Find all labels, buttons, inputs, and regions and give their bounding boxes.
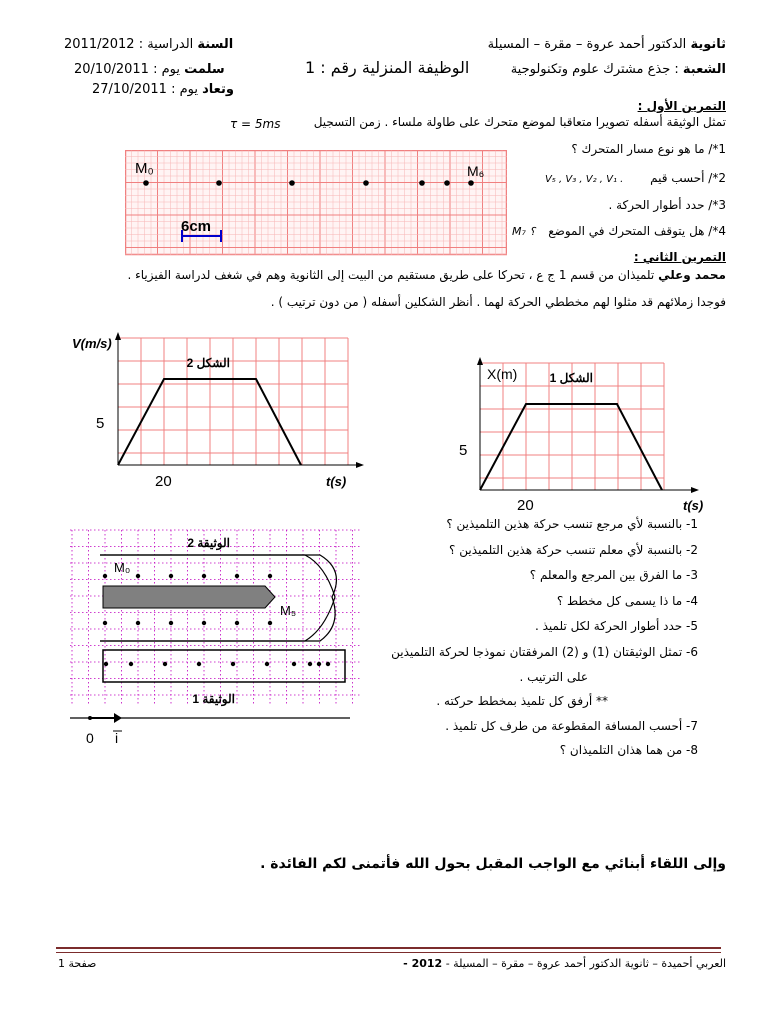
strip-dot xyxy=(289,180,295,186)
year-line xyxy=(64,37,233,52)
strip-dot-m0 xyxy=(143,180,149,186)
x-ylabel: X(m) xyxy=(487,366,518,382)
doc1-dot xyxy=(129,662,133,666)
footer-page: صفحة 1 xyxy=(58,957,97,970)
x-x-arrow xyxy=(691,487,699,493)
doc2-label: الوثيقة 2 xyxy=(187,536,230,550)
ex1-q1: 1*/ ما هو نوع مسار المتحرك ؟ xyxy=(571,142,726,156)
exercise2-line2: فوجدا زملائهم قد مثلوا لهم مخططي الحركة لهما . أنظر الشكلين أسفله ( من دون ترتيب ) . xyxy=(270,295,726,309)
tau-value: τ = 5ms xyxy=(230,117,281,131)
scale-label: 6cm xyxy=(181,218,212,235)
strip-m6-label: M₆ xyxy=(467,163,485,179)
footer-author-text: العربي أحميدة – ثانوية الدكتور أحمد عروة – مقرة – المسيلة - xyxy=(445,957,726,970)
footer-year: 2012 - xyxy=(403,957,443,970)
position-curve xyxy=(480,404,662,490)
exercise1-intro: تمثل الوثيقة أسفله تصويرا متعاقبا لموضع متحرك على طاولة ملساء . زمن التسجيل xyxy=(313,115,726,129)
v-x-arrow xyxy=(356,462,364,468)
doc1-dot xyxy=(326,662,330,666)
chronophotography-strip xyxy=(125,150,507,256)
v-xtick: 20 xyxy=(155,473,172,490)
unit-vector-label: i xyxy=(115,730,119,746)
strip-dot xyxy=(363,180,369,186)
doc2-dot-m5 xyxy=(268,574,272,578)
doc2-dot xyxy=(169,574,173,578)
x-xlabel: t(s) xyxy=(683,498,704,513)
velocity-graph xyxy=(70,330,370,500)
doc1-dot xyxy=(163,662,167,666)
doc2-m0-label: M₀ xyxy=(114,560,131,575)
strip-dot-m6 xyxy=(468,180,474,186)
documents-figure xyxy=(70,525,370,760)
ex2-q8: 8- من هما هذان التلميذان ؟ xyxy=(559,743,698,757)
doc2-moving-object xyxy=(103,586,275,608)
ex2-q6-note: ** أرفق كل تلميذ بمخطط حركته . xyxy=(436,694,608,708)
return-text: يوم : 27/10/2011 xyxy=(92,82,198,97)
exercise2-line1-text: تلميذان من قسم 1 ج ع ، تحركا على طريق مستقيم من البيت إلى الثانوية وهم في شغف لدراسة الفيزياء . xyxy=(127,268,655,282)
year-text: الدراسية : 2011/2012 xyxy=(64,37,194,52)
doc2-dot xyxy=(103,621,107,625)
x-ytick: 5 xyxy=(459,442,468,459)
strip-dot xyxy=(419,180,425,186)
ex2-q3: 3- ما الفرق بين المرجع والمعلم ؟ xyxy=(529,568,698,582)
return-label: وتعاد xyxy=(202,82,234,97)
doc1-dot xyxy=(265,662,269,666)
student-names: محمد وعلي xyxy=(658,268,726,282)
exercise2-title: التمرين الثاني : xyxy=(633,250,726,264)
closing-text: وإلى اللقاء أبنائي مع الواجب المقبل بحول الله فأتمنى لكم الفائدة . xyxy=(260,856,726,872)
given-text: يوم : 20/10/2011 xyxy=(74,62,180,77)
x-xtick: 20 xyxy=(517,497,534,514)
ex2-q5: 5- حدد أطوار الحركة لكل تلميذ . xyxy=(535,619,698,633)
v-xlabel: t(s) xyxy=(326,474,347,489)
strip-dot xyxy=(444,180,450,186)
doc1-outline xyxy=(103,650,345,682)
v-ylabel: V(m/s) xyxy=(72,336,112,351)
doc2-dot xyxy=(169,621,173,625)
x-caption: الشكل 1 xyxy=(549,371,593,385)
ex1-q2: 2*/ أحسب قيم xyxy=(650,171,726,185)
exercise1-title: التمرين الأول : xyxy=(637,99,726,113)
branch-text: : جذع مشترك علوم وتكنولوجية xyxy=(510,62,679,77)
doc1-dot xyxy=(231,662,235,666)
doc2-dot xyxy=(268,621,272,625)
origin-label: 0 xyxy=(86,730,94,746)
strip-dot xyxy=(216,180,222,186)
school-label: ثانوية xyxy=(690,37,726,52)
ex1-q3: 3*/ حدد أطوار الحركة . xyxy=(608,198,726,212)
doc2-dot xyxy=(202,574,206,578)
ex2-q4: 4- ما ذا يسمى كل مخطط ؟ xyxy=(556,594,698,608)
doc2-dot xyxy=(202,621,206,625)
unit-vector-arrow xyxy=(114,713,122,723)
footer-rule xyxy=(56,947,721,953)
strip-m0-label: M₀ xyxy=(135,160,154,177)
doc2-dot xyxy=(235,574,239,578)
doc1-dot xyxy=(104,662,108,666)
given-line xyxy=(74,62,225,77)
doc1-label: الوثيقة 1 xyxy=(192,692,235,706)
v-y-arrow xyxy=(115,332,121,340)
doc2-m5-label: M₅ xyxy=(280,603,297,618)
doc1-dot xyxy=(308,662,312,666)
ex2-q1: 1- بالنسبة لأي مرجع تنسب حركة هذين التلميذين ؟ xyxy=(446,517,698,531)
school-name: الدكتور أحمد عروة – مقرة – المسيلة xyxy=(487,37,687,52)
doc2-dot xyxy=(136,621,140,625)
v-caption: الشكل 2 xyxy=(186,356,230,370)
year-label: السنة xyxy=(197,37,234,52)
ex2-q6: 6- تمثل الوثيقتان (1) و (2) المرفقتان نموذجا لحركة التلميذين xyxy=(391,645,698,659)
given-label: سلمت xyxy=(184,62,225,77)
documents-dot-grid xyxy=(70,530,360,705)
footer-author xyxy=(403,957,726,970)
school-line xyxy=(488,37,726,52)
v-ytick: 5 xyxy=(96,415,105,432)
x-y-arrow xyxy=(477,357,483,365)
doc1-dot xyxy=(292,662,296,666)
branch-line xyxy=(511,62,726,77)
homework-title: الوظيفة المنزلية رقم : 1 xyxy=(305,58,470,77)
position-graph xyxy=(445,355,710,515)
ex1-q4-position: M₇ ؟ xyxy=(512,225,536,238)
ex1-q4: 4*/ هل يتوقف المتحرك في الموضع xyxy=(548,224,726,238)
ex2-q2: 2- بالنسبة لأي معلم تنسب حركة هذين التلميذين ؟ xyxy=(449,543,698,557)
doc2-dot xyxy=(235,621,239,625)
ex1-q2-velocities: V₅ , V₃ , V₂ , V₁ . xyxy=(545,174,624,185)
ex2-q6-cont: على الترتيب . xyxy=(519,670,588,684)
branch-label: الشعبة xyxy=(682,62,726,77)
return-line xyxy=(92,82,234,97)
doc1-dot xyxy=(197,662,201,666)
ex2-q7: 7- أحسب المسافة المقطوعة من طرف كل تلميذ . xyxy=(445,719,698,733)
doc2-dot-m0 xyxy=(103,574,107,578)
exercise2-line1 xyxy=(127,268,726,282)
doc1-dot xyxy=(317,662,321,666)
doc2-dot xyxy=(136,574,140,578)
